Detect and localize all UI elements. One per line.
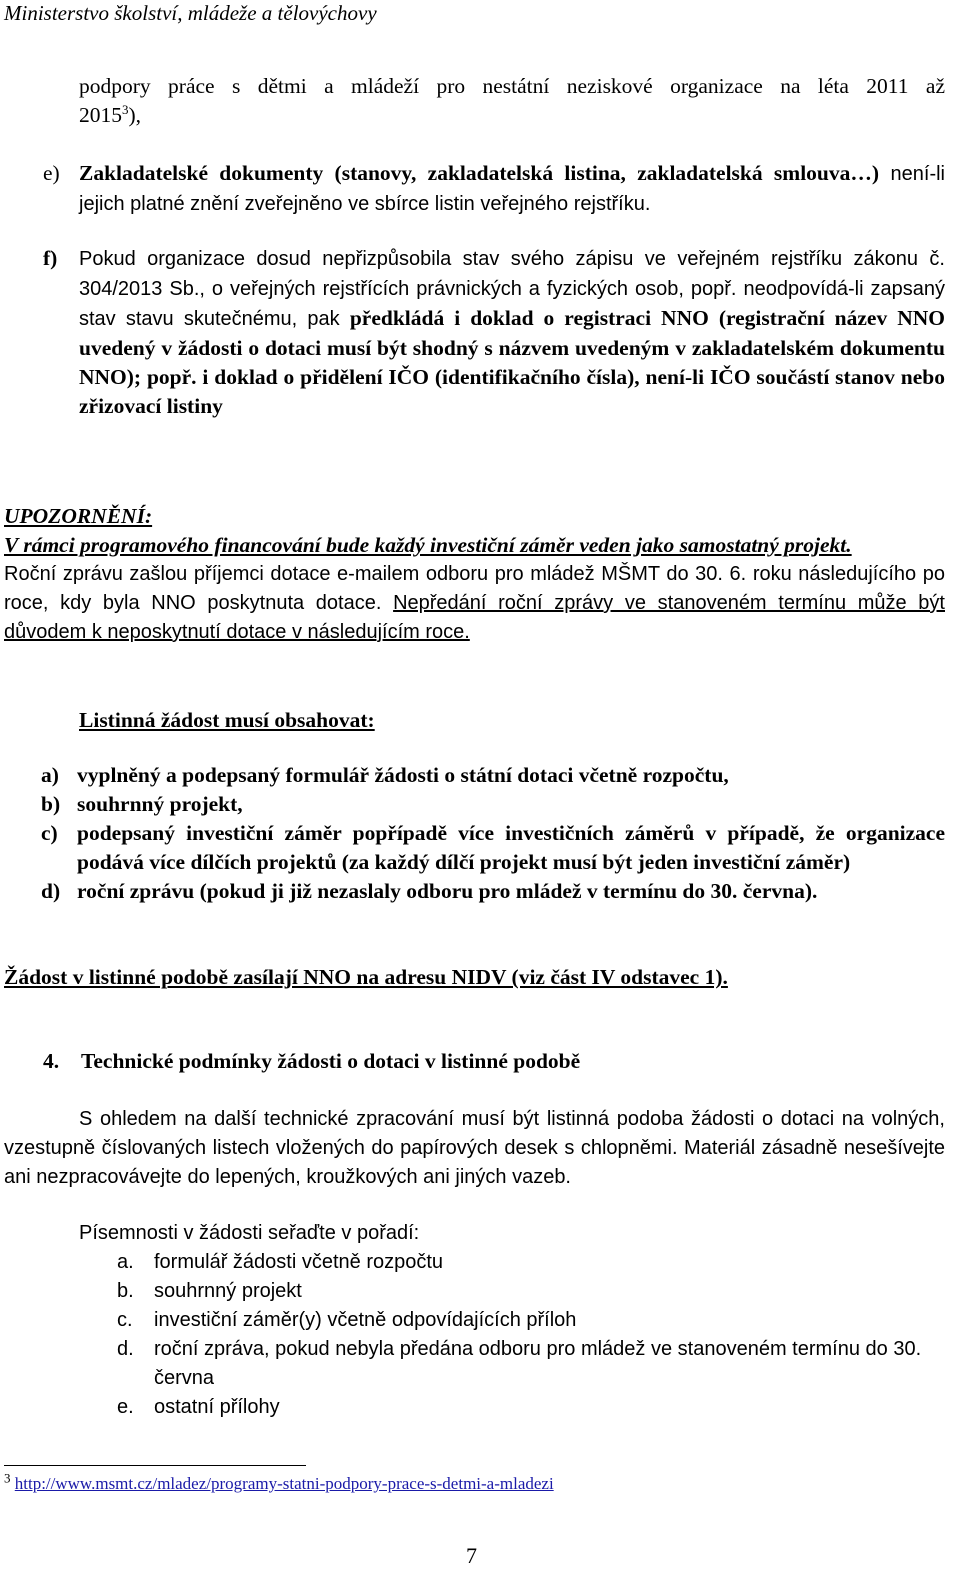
order-item-c-label: c. xyxy=(117,1309,133,1331)
order-list xyxy=(117,1248,945,1422)
footnote-link[interactable]: http://www.msmt.cz/mladez/programy-statni-podpory-prace-s-detmi-a-mladezi xyxy=(14,1474,554,1493)
item-f-bold: předkládá i doklad o registraci NNO (registrační název NNO uvedený v žádosti o dotaci musí být shodný s názvem uvedeným v zakladatelském dokumentu NNO); popř. i doklad o přidělení IČO (identifikačního čísla), není-li IČO součástí stanov nebo zřizovací listiny xyxy=(79,306,946,418)
listinna-list xyxy=(41,761,945,906)
listinna-item-b-text: souhrnný projekt, xyxy=(77,792,243,816)
notice-text: Roční zprávu zašlou příjemci dotace e-mailem odboru pro mládež MŠMT do 30. 6. roku následujícího po roce, kdy byla NNO poskytnuta dotace. xyxy=(4,563,945,614)
listinna-item-c-label: c) xyxy=(41,821,58,845)
continuation-year: 2015 xyxy=(79,103,122,127)
order-item-b-text: souhrnný projekt xyxy=(154,1280,302,1302)
listinna-item-a-label: a) xyxy=(41,763,59,787)
footnote xyxy=(4,1470,554,1495)
order-item-b xyxy=(117,1277,945,1306)
continuation-paragraph xyxy=(79,72,945,130)
footnote-number: 3 xyxy=(4,1470,11,1486)
item-e-bold: Zakladatelské dokumenty (stanovy, zakladatelská listina, zakladatelská smlouva…) xyxy=(79,161,880,185)
item-e-label: e) xyxy=(43,161,60,185)
order-item-d-label: d. xyxy=(117,1338,134,1360)
page-number: 7 xyxy=(466,1543,477,1568)
order-item-d xyxy=(117,1335,945,1393)
footnote-ref: 3 xyxy=(122,101,129,117)
item-f-label: f) xyxy=(43,246,58,270)
ministry-header: Ministerstvo školství, mládeže a tělovýchovy xyxy=(4,1,377,25)
item-e-text: není-li jejich platné znění zveřejněno ve sbírce listin veřejného rejstříku. xyxy=(79,163,945,215)
listinna-item-c xyxy=(41,819,945,877)
notice-underlined: Nepředání roční zprávy ve stanoveném termínu může být důvodem k neposkytnutí dotace v následujícím roce. xyxy=(4,592,945,643)
order-item-d-text: roční zpráva, pokud nebyla předána odboru pro mládež ve stanoveném termínu do 30. června xyxy=(154,1338,922,1389)
section-4-number: 4. xyxy=(43,1049,60,1073)
continuation-end: ), xyxy=(128,103,142,127)
item-e xyxy=(43,159,945,219)
listinna-item-d-text: roční zprávu (pokud ji již nezaslaly odboru pro mládež v termínu do 30. června). xyxy=(77,879,818,903)
order-item-c xyxy=(117,1306,945,1335)
listinna-item-b xyxy=(41,790,945,819)
item-f xyxy=(43,244,945,421)
listinna-item-c-text: podepsaný investiční záměr popřípadě více investičních záměrů v případě, že organizace podává více dílčích projektů (za každý dílčí projekt musí být jeden investiční záměr) xyxy=(77,821,945,874)
order-item-c-text: investiční záměr(y) včetně odpovídajících příloh xyxy=(154,1309,577,1331)
notice-italic: V rámci programového financování bude každý investiční záměr veden jako samostatný projekt. xyxy=(4,533,852,557)
listinna-item-a-text: vyplněný a podepsaný formulář žádosti o státní dotaci včetně rozpočtu, xyxy=(77,763,729,787)
listinna-item-d-label: d) xyxy=(41,879,61,903)
order-item-a-label: a. xyxy=(117,1251,134,1273)
order-intro: Písemnosti v žádosti seřaďte v pořadí: xyxy=(79,1222,420,1244)
item-f-text: Pokud organizace dosud nepřizpůsobila stav svého zápisu ve veřejném rejstříku zákonu č. 304/2013 Sb., o veřejných rejstřících právnických a fyzických osob, popř. neodpovídá-li zapsaný stav stavu skutečnému, pak xyxy=(79,248,945,330)
notice-paragraph xyxy=(4,560,945,647)
notice-block xyxy=(4,502,945,647)
listinna-item-a xyxy=(41,761,945,790)
order-item-a xyxy=(117,1248,945,1277)
continuation-line-1: podpory práce s dětmi a mládeží pro nestátní neziskové organizace na léta 2011 až xyxy=(79,74,945,98)
listinna-item-d xyxy=(41,877,945,906)
continuation-line-2 xyxy=(79,101,945,130)
listinna-item-b-label: b) xyxy=(41,792,61,816)
order-item-e-label: e. xyxy=(117,1396,134,1418)
order-item-a-text: formulář žádosti včetně rozpočtu xyxy=(154,1251,444,1273)
send-instruction: Žádost v listinné podobě zasílají NNO na adresu NIDV (viz část IV odstavec 1). xyxy=(4,965,728,989)
order-item-e xyxy=(117,1393,945,1422)
order-item-b-label: b. xyxy=(117,1280,134,1302)
section-4-paragraph: S ohledem na další technické zpracování musí být listinná podoba žádosti o dotaci na volných, vzestupně číslovaných listech vložených do papírových desek s chlopněmi. Materiál zásadně nesešívejte ani nezpracovávejte do lepených, kroužkových ani jiných vazeb. xyxy=(4,1108,945,1188)
section-4-title: Technické podmínky žádosti o dotaci v listinné podobě xyxy=(81,1049,581,1073)
footnote-separator xyxy=(4,1465,306,1466)
listinna-heading: Listinná žádost musí obsahovat: xyxy=(79,708,375,732)
order-item-e-text: ostatní přílohy xyxy=(154,1396,280,1418)
notice-heading: UPOZORNĚNÍ: xyxy=(4,504,153,528)
